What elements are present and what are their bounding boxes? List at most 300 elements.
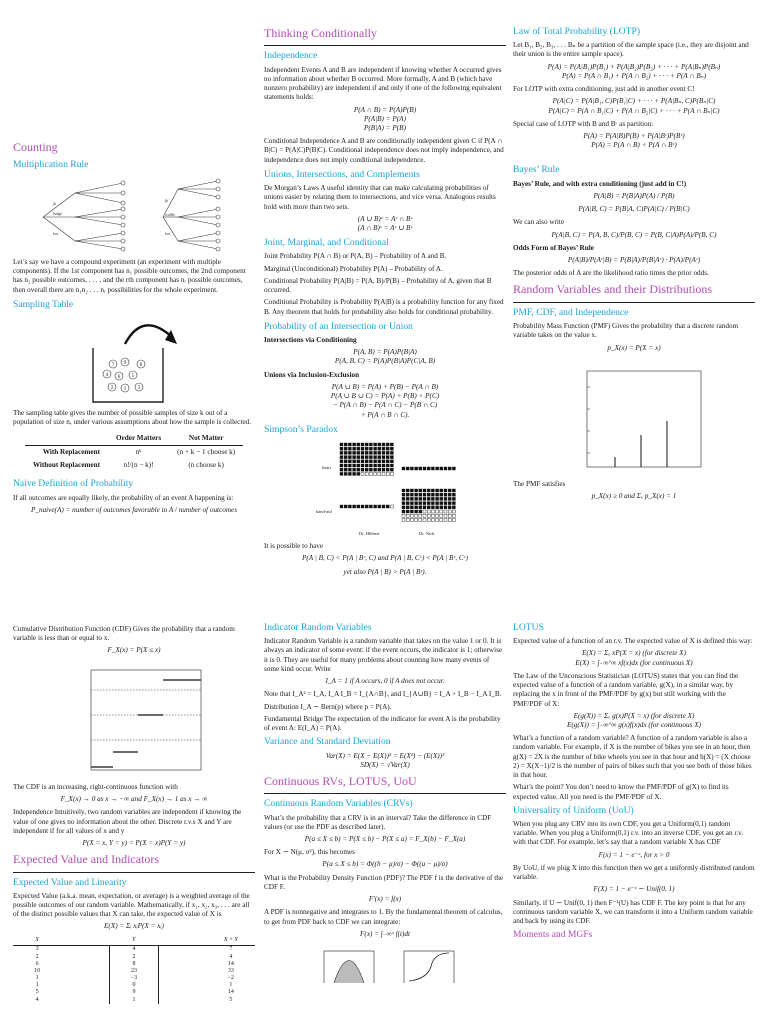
indicator-note: Note that I_A² = I_A, I_A I_B = I_{A∩B}, and I_{A∪B} = I_A + I_B − I_A I_B. (264, 690, 502, 699)
simpson-dot (415, 514, 418, 517)
simpson-dot (348, 451, 351, 454)
simpson-dot (410, 489, 413, 492)
simpson-dot (423, 502, 426, 505)
table-row: 5 9 14 (35, 989, 234, 996)
simpson-dot (440, 518, 443, 521)
pdf-question: What is the Probability Density Function (PDF)? The PDF f is the derivative of the CDF F. (264, 873, 504, 891)
subsection-naive-definition: Naive Definition of Probability (13, 478, 134, 490)
simpson-dot (427, 489, 430, 492)
ball-number: 8 (139, 362, 143, 368)
simpson-dot (340, 456, 343, 459)
simpson-dot (444, 467, 447, 470)
simpson-dot (415, 510, 418, 513)
ev-equation: E(X) = Σᵢ xᵢP(X = xᵢ) (104, 922, 164, 931)
simpson-dot (374, 456, 377, 459)
simpson-dot (410, 467, 413, 470)
simpson-dot (344, 443, 347, 446)
simpson-dot (378, 468, 381, 471)
cdf-limits: F_X(x) → 0 as x → −∞ and F_X(x) → 1 as x → ∞ (60, 795, 208, 804)
sampling-text: The sampling table gives the number of possible samples of size k out of a population of size n, under various assumptions about how the sample is collected. (13, 409, 251, 427)
simpson-dot (374, 443, 377, 446)
simpson-dot (423, 497, 426, 500)
simpson-dot (402, 506, 405, 509)
conditional-is-probability: Conditional Probability is Probability P(A|B) is a probability function for any fixed B. Any theorem that holds for probability also holds for conditional probability. (264, 298, 504, 316)
lotus-text: Expected value of a function of an r.v. The expected value of X is defined this way: (513, 637, 753, 646)
ball-number: 6 (117, 374, 121, 380)
tree-label: jb (53, 200, 57, 206)
subsection-ev-linearity: Expected Value and Linearity (13, 876, 127, 888)
subsection-moments-mgfs: Moments and MGFs (513, 929, 593, 941)
subsection-crv: Continuous Random Variables (CRVs) (264, 798, 413, 810)
subsection-unions: Unions, Intersections, and Complements (264, 168, 420, 180)
simpson-dot (386, 460, 389, 463)
intersections-via-conditioning: Intersections via Conditioning (264, 336, 357, 345)
simpson-dot (344, 456, 347, 459)
simpson-dot (390, 472, 393, 475)
tree-diagram (13, 175, 255, 255)
simpson-dot (357, 460, 360, 463)
section-thinking-conditionally: Thinking Conditionally (264, 26, 377, 40)
simpson-dot (419, 497, 422, 500)
simpsons-dot-grid (264, 439, 506, 539)
lotus-law-equations: E(g(X)) = Σₓ g(x)P(X = x) (for discrete X) E(g(X)) = ∫₋∞^∞ g(x)f(x)dx (for continuous X) (566, 711, 702, 730)
row-label: heart (322, 465, 331, 471)
simpson-dot (353, 443, 356, 446)
indicator-equation: I_A = 1 if A occurs, 0 if A does not occur. (325, 677, 445, 686)
simpson-dot (353, 447, 356, 450)
simpson-dot (365, 464, 368, 467)
simpson-dot (402, 518, 405, 521)
table-row: Without Replacement n!/(n − k)! (n choose k) (32, 461, 224, 470)
table-row: 1 0 1 (35, 982, 233, 989)
simpson-dot (369, 472, 372, 475)
pmf-satisfies: The PMF satisfies (513, 479, 566, 488)
simpson-dot (440, 493, 443, 496)
simpson-dot (374, 451, 377, 454)
section-rule (264, 793, 506, 794)
simpson-dot (444, 502, 447, 505)
simpson-dot (423, 510, 426, 513)
simpson-dot (340, 505, 343, 508)
ball-number: 7 (111, 362, 115, 368)
subsection-variance: Variance and Standard Deviation (264, 736, 391, 748)
table-row: 10 23 33 (34, 967, 234, 974)
uou-equation-2: F(X) = 1 − e⁻ˣ ∼ Unif(0, 1) (593, 885, 675, 894)
simpson-dot (374, 505, 377, 508)
simpson-dot (406, 510, 409, 513)
simpson-dot (410, 518, 413, 521)
bayes-eq-1: P(A|B) = P(B|A)P(A) / P(B) (593, 191, 675, 200)
simpson-dot (402, 493, 405, 496)
simpson-dot (444, 493, 447, 496)
simpson-dot (431, 502, 434, 505)
section-rule (13, 872, 255, 873)
simpson-dot (348, 464, 351, 467)
simpson-dot (436, 502, 439, 505)
cdf-properties: The CDF is an increasing, right-continuous function with (13, 782, 178, 791)
section-expected-value: Expected Value and Indicators (13, 852, 160, 867)
bayes-eq-2: P(A|B, C) = P(B|A, C)P(A|C) / P(B|C) (578, 205, 690, 214)
simpson-dot (348, 472, 351, 475)
simpson-dot (374, 460, 377, 463)
simpson-dot (348, 505, 351, 508)
ball-number: 1 (123, 386, 127, 392)
subsection-uou: Universality of Uniform (UoU) (513, 804, 634, 816)
simpson-dot (427, 497, 430, 500)
simpson-dot (452, 493, 455, 496)
ball-number: 2 (110, 385, 114, 391)
pdf-integral: F(x) = ∫₋∞ˣ f(t)dt (360, 929, 410, 938)
simpson-dot (369, 447, 372, 450)
crv-question: What’s the probability that a CRV is in an interval? Take the difference in CDF values (or use the PDF as described later). (264, 813, 492, 831)
simpson-dot (444, 510, 447, 513)
simpson-dot (369, 505, 372, 508)
simpson-dot (444, 489, 447, 492)
simpson-dot (427, 510, 430, 513)
simpson-dot (390, 447, 393, 450)
subsection-joint-marginal: Joint, Marginal, and Conditional (264, 237, 389, 249)
demorgan-equations: (A ∪ B)ᶜ = Aᶜ ∩ Bᶜ (A ∩ B)ᶜ = Aᶜ ∪ Bᶜ (357, 214, 413, 232)
simpson-dot (369, 468, 372, 471)
simpson-dot (415, 467, 418, 470)
conditional-independence-text: Conditional Independence A and B are conditionally independent given C if P(A ∩ B|C) = P(A|C)P(B|C). Conditional independence does not imply independence, and independence does not imply conditional independence. (264, 137, 504, 164)
simpson-dot (386, 468, 389, 471)
simpson-dot (415, 497, 418, 500)
table-row: 1 −3 −2 (35, 975, 235, 982)
simpson-dot (419, 489, 422, 492)
simpson-dot (431, 510, 434, 513)
simpson-dot (369, 451, 372, 454)
simpson-dot (436, 506, 439, 509)
unions-via-inclusion-exclusion: Unions via Inclusion-Exclusion (264, 370, 360, 379)
simpson-dot (431, 518, 434, 521)
simpson-dot (452, 510, 455, 513)
simpson-dot (402, 510, 405, 513)
simpson-dot (340, 443, 343, 446)
simpson-dot (344, 472, 347, 475)
simpson-dot (444, 518, 447, 521)
simpson-dot (378, 464, 381, 467)
bayes-also: We can also write (513, 218, 565, 227)
simpson-dot (423, 493, 426, 496)
simpson-dot (436, 514, 439, 517)
simpson-dot (415, 506, 418, 509)
simpson-dot (378, 472, 381, 475)
section-continuous: Continuous RVs, LOTUS, UoU (264, 773, 417, 788)
conditional-probability: Conditional Probability P(A|B) = P(A, B)/P(B) – Probability of A, given that B occurred. (264, 276, 492, 295)
crv-equation: P(a ≤ X ≤ b) = P(X ≤ b) − P(X ≤ a) = F_X(b) − F_X(a) (304, 835, 466, 843)
ball-number: 5 (131, 373, 135, 379)
lotp-special-equations: P(A) = P(A|B)P(B) + P(A|Bᶜ)P(Bᶜ) P(A) = P(A ∩ B) + P(A ∩ Bᶜ) (583, 132, 685, 150)
simpson-dot (382, 443, 385, 446)
col-label: Dr. Hibbert (359, 531, 380, 537)
subsection-multiplication-rule: Multiplication Rule (13, 159, 89, 171)
simpson-dot (436, 489, 439, 492)
independence-eq: P(X = x, Y = y) = P(X = x)P(Y = y) (82, 838, 186, 847)
simpson-dot (410, 506, 413, 509)
simpson-dot (452, 489, 455, 492)
simpson-dot (348, 447, 351, 450)
simpson-dot (365, 505, 368, 508)
simpson-dot (382, 468, 385, 471)
section-rule (513, 302, 755, 303)
simpson-dot (419, 518, 422, 521)
uou-text-2: By UoU, if we plug X into this function then we get a uniformly distributed random variable. (513, 863, 755, 882)
simpson-dot (348, 456, 351, 459)
simpson-dot (386, 472, 389, 475)
tree-label: kor (165, 230, 171, 236)
simpson-eq-2: yet also P(A | B) > P(A | Bᶜ). (343, 567, 427, 576)
simpson-dot (382, 472, 385, 475)
subsection-sampling-table: Sampling Table (13, 298, 74, 310)
simpson-dot (402, 467, 405, 470)
lotp-special: Special case of LOTP with B and Bᶜ as partition: (513, 119, 654, 128)
simpson-dot (452, 502, 455, 505)
simpson-dot (361, 447, 364, 450)
simpson-dot (436, 493, 439, 496)
simpson-dot (348, 460, 351, 463)
independence-equations: P(A ∩ B) = P(A)P(B) P(A|B) = P(A) P(B|A) = P(B) (353, 105, 417, 132)
simpson-dot (440, 502, 443, 505)
simpson-dot (390, 443, 393, 446)
simpson-dot (419, 467, 422, 470)
simpson-dot (406, 506, 409, 509)
simpson-dot (452, 514, 455, 517)
simpson-dot (440, 489, 443, 492)
simpson-dot (357, 468, 360, 471)
multiplication-text: Let’s say we have a compound experiment (an experiment with multiple components). If the 1st component has n₁ possible outcomes, the 2nd component has n₂ possible outcomes, . . . , and the rth component has nᵣ possible outcomes, then overall there are n₁n₂ . . . nᵣ possibilities for the whole experiment. (13, 257, 246, 294)
simpson-dot (340, 460, 343, 463)
cdf-plot (13, 660, 255, 780)
simpson-dot (440, 497, 443, 500)
simpson-dot (348, 443, 351, 446)
simpson-dot (452, 497, 455, 500)
cdf-equation: F_X(x) = P(X ≤ x) (107, 646, 161, 655)
simpson-dot (390, 464, 393, 467)
column-3 (513, 26, 755, 610)
simpson-dot (374, 464, 377, 467)
simpson-dot (353, 464, 356, 467)
simpson-dot (378, 456, 381, 459)
simpson-dot (361, 464, 364, 467)
simpson-dot (357, 451, 360, 454)
simpson-dot (361, 468, 364, 471)
odds-form-title: Odds Form of Bayes’ Rule (513, 243, 594, 252)
naive-equation: P_naive(A) = number of outcomes favorable to A / number of outcomes (31, 505, 237, 514)
simpson-dot (361, 451, 364, 454)
simpson-dot (444, 514, 447, 517)
simpson-dot (369, 443, 372, 446)
simpson-dot (365, 443, 368, 446)
simpson-dot (353, 505, 356, 508)
column-2-bottom (264, 622, 506, 1024)
simpson-dot (427, 467, 430, 470)
simpson-dot (419, 510, 422, 513)
simpson-dot (344, 447, 347, 450)
simpson-dot (406, 502, 409, 505)
simpson-dot (448, 518, 451, 521)
table-row: With Replacement nᵏ (n + k − 1 choose k) (42, 447, 236, 456)
simpson-dot (452, 467, 455, 470)
simpson-dot (365, 451, 368, 454)
simpson-dot (353, 456, 356, 459)
simpson-dot (452, 518, 455, 521)
simpson-dot (365, 460, 368, 463)
simpson-dot (406, 518, 409, 521)
simpson-dot (357, 456, 360, 459)
simpson-dot (382, 451, 385, 454)
subsection-simpsons-paradox: Simpson’s Paradox (264, 423, 338, 435)
simpson-dot (431, 514, 434, 517)
simpson-dot (419, 506, 422, 509)
simpson-dot (340, 447, 343, 450)
simpson-dot (427, 493, 430, 496)
table-row: 6 8 14 (35, 960, 234, 967)
pmf-text: Probability Mass Function (PMF) Gives the probability that a discrete random variable takes on the value x. (513, 322, 739, 340)
simpson-dot (402, 497, 405, 500)
ball-number: 9 (123, 360, 127, 366)
simpson-dot (427, 514, 430, 517)
simpson-dot (382, 464, 385, 467)
simpson-dot (361, 456, 364, 459)
simpson-dot (382, 456, 385, 459)
simpson-dot (378, 447, 381, 450)
simpson-dot (365, 472, 368, 475)
urn-diagram (13, 314, 255, 406)
simpson-dot (410, 493, 413, 496)
simpson-dot (382, 505, 385, 508)
simpson-dot (374, 447, 377, 450)
simpson-dot (382, 460, 385, 463)
simpson-dot (406, 467, 409, 470)
simpson-dot (448, 506, 451, 509)
simpson-dot (369, 464, 372, 467)
simpson-dot (348, 468, 351, 471)
simpson-dot (431, 506, 434, 509)
odds-text: The posterior odds of A are the likelihood ratio times the prior odds. (513, 269, 709, 278)
table-head: Not Matter (169, 432, 243, 446)
simpson-dot (448, 502, 451, 505)
simpson-dot (427, 506, 430, 509)
simpson-dot (365, 447, 368, 450)
simpson-dot (415, 493, 418, 496)
simpson-dot (369, 456, 372, 459)
simpson-dot (427, 502, 430, 505)
simpson-dot (378, 505, 381, 508)
indicator-distribution: Distribution I_A ∼ Bern(p) where p = P(A). (264, 702, 392, 711)
ev-table: X Y X + Y 3 4 7 2 2 4 6 8 14 10 23 33 1 −3 −2 1 0 1 5 9 14 4 1 5 (13, 936, 255, 1004)
simpson-dot (448, 497, 451, 500)
simpson-dot (440, 514, 443, 517)
ball-number: 4 (105, 372, 109, 378)
simpson-dot (410, 502, 413, 505)
simpson-eq-1: P(A | B, C) < P(A | Bᶜ, C) and P(A | B, Cᶜ) < P(A | Bᶜ, Cᶜ) (302, 554, 468, 563)
simpson-dot (436, 467, 439, 470)
demorgan-text: De Morgan’s Laws A useful identity that can make calculating probabilities of unions easier by relating them to intersections, and vice versa. Analogous results hold with more than two sets. (264, 184, 496, 211)
simpson-dot (406, 497, 409, 500)
lotp-extra: For LOTP with extra conditioning, just add in another event C! (513, 85, 695, 94)
lotp-extra-equations: P(A|C) = P(A|B₁, C)P(B₁|C) + · · · + P(A|Bₙ, C)P(Bₙ|C) P(A|C) = P(A ∩ B₁|C) + P(A ∩ B₂|C) + · · · + P(A ∩ Bₙ|C) (548, 97, 720, 115)
pdf-cdf-plots (264, 943, 506, 983)
whats-the-point: What’s the point? You don’t need to know the PMF/PDF of g(X) to find its expected value. All you need is the PMF/PDF of X. (513, 783, 729, 801)
simpson-dot (361, 472, 364, 475)
table-row: 2 2 4 (35, 953, 233, 960)
simpson-dot (402, 514, 405, 517)
simpson-dot (410, 514, 413, 517)
pdf-equation: F′(x) = f(x) (368, 895, 402, 904)
ev-text: Expected Value (a.k.a. mean, expectation, or average) is a weighted average of the possible outcomes of our random variable. Mathematically, if x₁, x₂, x₃, . . . are all of the distinct possible values that X can take, the expected value of X is (13, 891, 250, 919)
simpson-dot (410, 497, 413, 500)
simpson-dot (444, 497, 447, 500)
simpson-dot (386, 451, 389, 454)
naive-text: If all outcomes are equally likely, the probability of an event A happening is: (13, 493, 234, 502)
col-label: Dr. Nick (419, 531, 435, 537)
simpson-dot (419, 493, 422, 496)
simpson-dot (423, 506, 426, 509)
simpson-dot (344, 468, 347, 471)
independence-text: Independence Intuitively, two random variables are independent if knowing the value of one gives no information about the other. Discrete r.v.s X and Y are independent if for all values of x and y (13, 808, 242, 835)
tree-label: jb (165, 197, 169, 203)
independence-events-text: Independent Events A and B are independent if knowing whether A occurred gives no information about whether B occurred. More formally, A and B (which have nonzero probability) are independent if and only if one of the following equivalent statements holds: (264, 65, 502, 102)
union-equations: P(A ∪ B) = P(A) + P(B) − P(A ∩ B) P(A ∪ B ∪ C) = P(A) + P(B) + P(C) − P(A ∩ B) − P(A ∩ C) − P(B ∩ C) + P(A ∩ B ∩ C). (330, 382, 440, 419)
simpson-dot (353, 451, 356, 454)
simpson-dot (365, 456, 368, 459)
simpson-dot (431, 493, 434, 496)
simpson-dot (378, 451, 381, 454)
simpson-dot (340, 451, 343, 454)
pmf-satisfies-equation: p_X(x) ≥ 0 and Σₓ p_X(x) = 1 (591, 492, 677, 501)
table-head: Order Matters (108, 432, 169, 446)
column-3-bottom (513, 622, 755, 1024)
tree-label: fudge (53, 210, 63, 216)
joint-probability: Joint Probability P(A ∩ B) or P(A, B) – Probability of A and B. (264, 252, 447, 261)
simpson-dot (374, 468, 377, 471)
simpson-dot (357, 443, 360, 446)
subsection-indicator-rvs: Indicator Random Variables (264, 622, 372, 633)
simpson-dot (423, 514, 426, 517)
odds-equation: P(A|B)/P(Aᶜ|B) = P(B|A)/P(B|Aᶜ) · P(A)/P(Aᶜ) (567, 256, 701, 265)
simpson-dot (448, 467, 451, 470)
indicator-text: Indicator Random Variable is a random variable that takes on the value 1 or 0. It is always an indicator of some event: if the event occurs, the indicator is 1; otherwise it is 0. They are useful for many problems about counting how many events of some kind occur. Write (264, 637, 503, 673)
simpson-dot (419, 514, 422, 517)
simpson-dot (357, 464, 360, 467)
simpson-dot (361, 505, 364, 508)
lotus-law: The Law of the Unconscious Statistician (LOTUS) states that you can find the expected value of a function of a random variable, g(X), in a similar way, by replacing the x in front of the PMF/PDF by g(x) but still working with the PMF/PDF of X: (513, 671, 739, 708)
simpson-dot (344, 460, 347, 463)
lotus-equations: E(X) = Σₓ xP(X = x) (for discrete X) E(X) = ∫₋∞^∞ xf(x)dx (for continuous X) (575, 649, 693, 667)
simpson-dot (419, 502, 422, 505)
crv-normal-equation: P(a ≤ X ≤ b) = Φ((b − μ)/σ) − Φ((a − μ)/σ) (322, 860, 448, 869)
simpson-dot (415, 489, 418, 492)
simpson-dot (357, 505, 360, 508)
simpson-dot (415, 518, 418, 521)
section-random-variables: Random Variables and their Distributions (513, 282, 713, 297)
simpson-dot (386, 456, 389, 459)
lotp-equations: P(A) = P(A|B₁)P(B₁) + P(A|B₂)P(B₂) + · · · + P(A|Bₙ)P(Bₙ) P(A) = P(A ∩ B₁) + P(A ∩ B₂) + · · · + P(A ∩ Bₙ) (547, 62, 721, 80)
simpson-dot (340, 468, 343, 471)
column-2 (264, 26, 506, 610)
simpson-dot (427, 518, 430, 521)
simpson-dot (357, 472, 360, 475)
table-head (25, 432, 108, 446)
bayes-eq-3: P(A|B, C) = P(A, B, C)/P(B, C) = P(B, C|A)P(A)/P(B, C) (551, 230, 717, 239)
simpson-dot (382, 447, 385, 450)
subsection-independence: Independence (264, 50, 318, 62)
simpson-dot (353, 472, 356, 475)
simpson-dot (378, 460, 381, 463)
simpson-dot (369, 460, 372, 463)
tree-label: kor (53, 230, 59, 236)
